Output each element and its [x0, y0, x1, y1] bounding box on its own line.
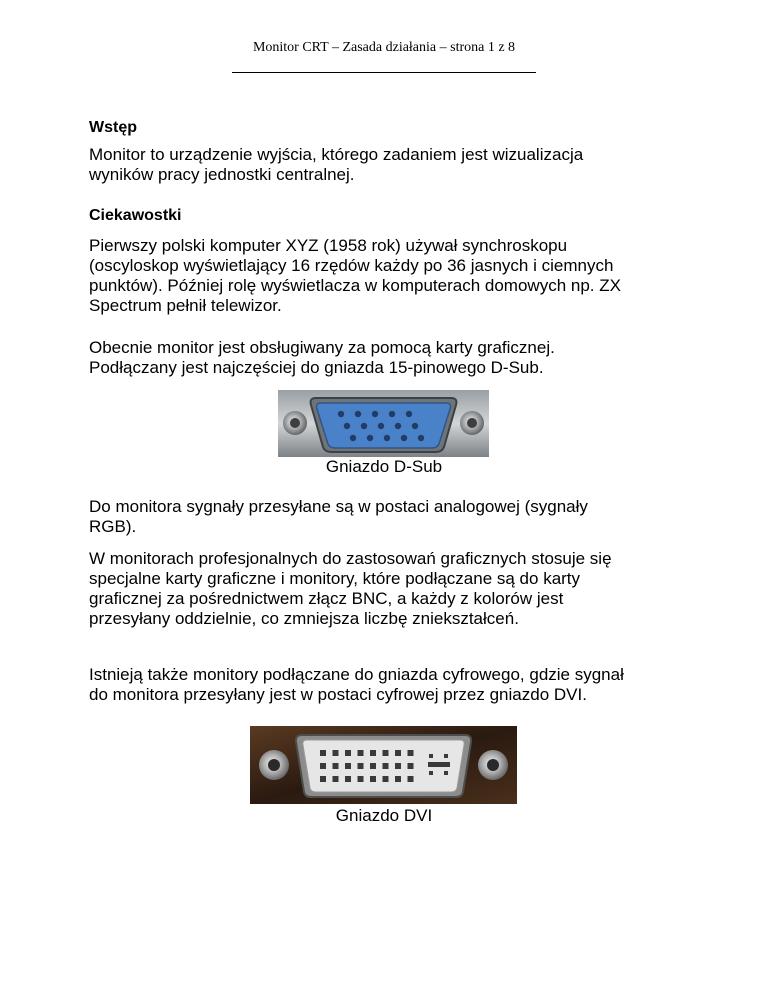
bnc-line-3: graficznej za pośrednictwem złącz BNC, a każdy z kolorów jest — [89, 589, 564, 608]
dvi-connector-icon — [250, 726, 517, 804]
dvi-connector-image — [250, 726, 517, 804]
dsub-connector-icon — [278, 390, 489, 457]
analog-paragraph — [89, 497, 689, 537]
intro-paragraph — [89, 145, 689, 185]
bnc-paragraph — [89, 549, 689, 629]
trivia-heading: Ciekawostki — [89, 207, 182, 224]
intro-heading: Wstęp — [89, 119, 137, 136]
trivia-line-3: punktów). Później rolę wyświetlacza w komputerach domowych np. ZX — [89, 276, 621, 295]
bnc-line-2: specjalne karty graficzne i monitory, które podłączane są do karty — [89, 569, 581, 588]
dvi-paragraph — [89, 665, 709, 705]
graphics-card-paragraph — [89, 338, 689, 378]
trivia-line-2: (oscyloskop wyświetlający 16 rzędów każdy po 36 jasnych i ciemnych — [89, 256, 614, 275]
header-divider — [232, 72, 536, 73]
graphics-card-line-2: Podłączany jest najczęściej do gniazda 15-pinowego D-Sub. — [89, 358, 544, 377]
dvi-line-1: Istnieją także monitory podłączane do gniazda cyfrowego, gdzie sygnał — [89, 665, 624, 684]
page-header: Monitor CRT – Zasada działania – strona 1 z 8 — [252, 40, 516, 55]
intro-line-1: Monitor to urządzenie wyjścia, którego zadaniem jest wizualizacja — [89, 145, 584, 164]
dvi-caption: Gniazdo DVI — [335, 806, 433, 825]
graphics-card-line-1: Obecnie monitor jest obsługiwany za pomocą karty graficznej. — [89, 338, 555, 357]
intro-line-2: wyników pracy jednostki centralnej. — [89, 165, 355, 184]
bnc-line-4: przesyłany oddzielnie, co zmniejsza liczbę zniekształceń. — [89, 609, 519, 628]
trivia-line-4: Spectrum pełnił telewizor. — [89, 296, 282, 315]
analog-line-1: Do monitora sygnały przesyłane są w postaci analogowej (sygnały — [89, 497, 588, 516]
bnc-line-1: W monitorach profesjonalnych do zastosowań graficznych stosuje się — [89, 549, 612, 568]
trivia-paragraph — [89, 236, 689, 316]
dvi-line-2: do monitora przesyłany jest w postaci cyfrowej przez gniazdo DVI. — [89, 685, 587, 704]
analog-line-2: RGB). — [89, 517, 137, 536]
trivia-line-1: Pierwszy polski komputer XYZ (1958 rok) używał synchroskopu — [89, 236, 568, 255]
dsub-connector-image — [278, 390, 489, 457]
dsub-caption: Gniazdo D-Sub — [325, 457, 443, 476]
